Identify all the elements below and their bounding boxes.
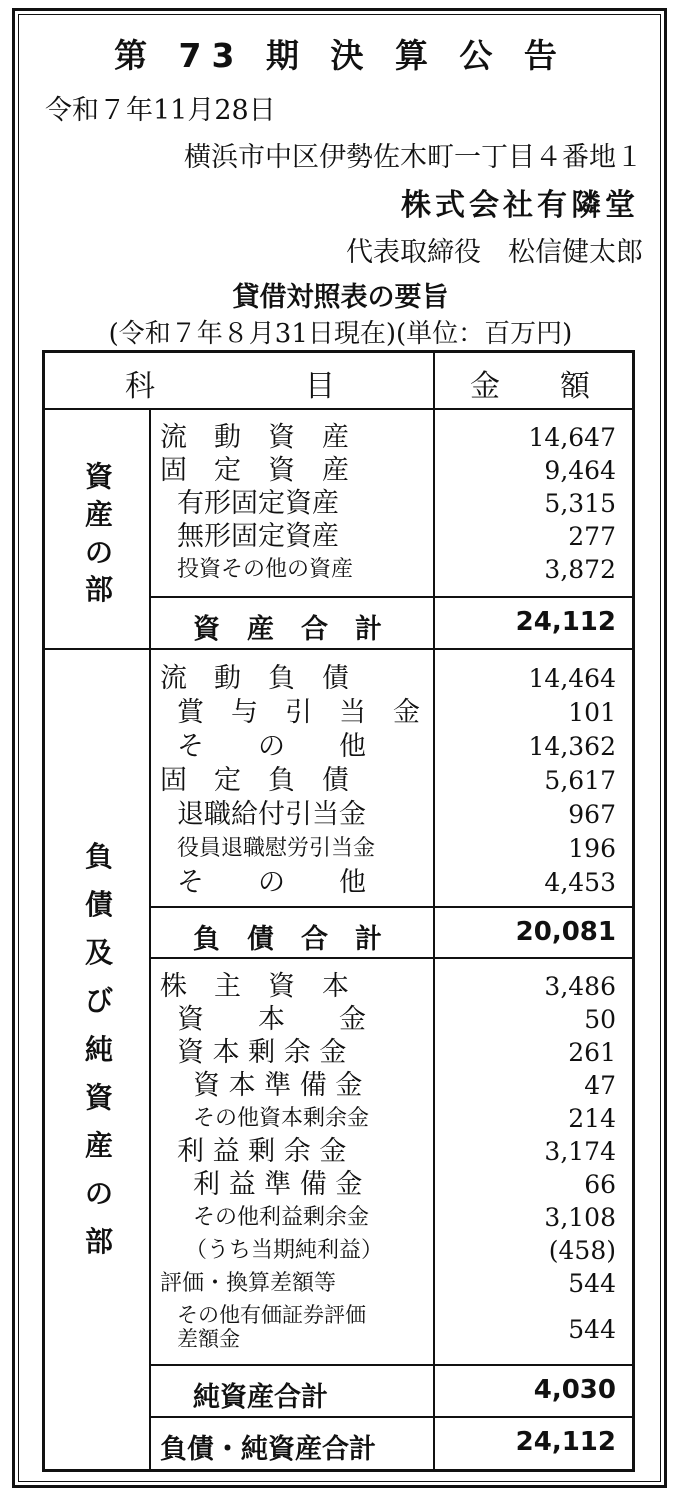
grand-total-divider [149,1416,632,1418]
row-value: 261 [568,1038,616,1067]
representative: 代表取締役 松信健太郎 [346,237,643,268]
row-value: 544 [568,1315,616,1344]
row-label: 資 本 金 [177,1004,366,1035]
row-label: 無形固定資産 [177,521,339,552]
row-label: 利 益 準 備 金 [193,1169,363,1200]
assets-section-divider [45,648,632,650]
row-value: 101 [568,698,616,727]
notice-date: 令和７年11月28日 [45,95,276,126]
row-value: 50 [584,1005,616,1034]
header-amount: 金 額 [470,369,590,404]
row-value: 4,453 [544,868,616,897]
equity-total-label: 純資産合計 [193,1382,328,1413]
liab-total-bottom-divider [149,957,632,959]
row-label: 資 本 準 備 金 [193,1070,363,1101]
row-label: そ の 他 [177,731,366,762]
row-label: 投資その他の資産 [177,557,354,582]
row-label: 流 動 資 産 [160,422,349,453]
row-label: 株 主 資 本 [160,971,349,1002]
assets-section-label: 資 産 の 部 [84,460,113,607]
date-and-unit: (令和７年８月31日現在)(単位：百万円) [108,319,573,349]
balance-sheet-title: 貸借対照表の要旨 [232,282,449,313]
row-label: 利 益 剰 余 金 [177,1136,347,1167]
row-label: 固 定 負 債 [160,765,349,796]
row-value: 3,872 [544,555,616,584]
row-value: 196 [568,834,616,863]
assets-total-divider [149,596,632,598]
row-value: 66 [584,1170,616,1199]
row-value: 9,464 [544,456,616,485]
row-value: 214 [568,1104,616,1133]
row-label: 資 本 剰 余 金 [177,1037,347,1068]
equity-total-divider [149,1364,632,1366]
company-name: 株式会社有隣堂 [401,188,639,223]
equity-total-value: 4,030 [533,1375,616,1405]
grand-total-label: 負債・純資産合計 [160,1434,376,1465]
row-value: 3,174 [544,1137,616,1166]
row-value: 3,486 [544,972,616,1001]
notice-title: 第 73 期 決 算 公 告 [114,36,567,75]
balance-sheet-table [42,350,635,1472]
row-value: 14,647 [528,423,616,452]
row-label: 賞 与 引 当 金 [177,697,420,728]
row-value: 544 [568,1269,616,1298]
row-label: 流 動 負 債 [160,663,349,694]
row-label: その他利益剰余金 [193,1205,370,1230]
row-label: 役員退職慰労引当金 [177,836,376,861]
row-value: 3,108 [544,1203,616,1232]
liabilities-total-value: 20,081 [515,917,616,947]
row-value: 14,362 [528,732,616,761]
row-value: 47 [584,1071,616,1100]
company-address: 横浜市中区伊勢佐木町一丁目４番地１ [184,142,643,173]
liab-total-top-divider [149,906,632,908]
row-value: 967 [568,800,616,829]
row-value: (458) [548,1236,616,1265]
row-label: 固 定 資 産 [160,455,349,486]
row-value: 277 [568,522,616,551]
assets-total-value: 24,112 [515,607,616,637]
row-label: 有形固定資産 [177,488,339,519]
row-label: 退職給付引当金 [177,799,366,830]
header-item: 科 目 [125,369,335,404]
grand-total-value: 24,112 [515,1427,616,1457]
row-label-continued: 差額金 [177,1327,240,1351]
row-label: 評価・換算差額等 [160,1271,337,1296]
assets-total-label: 資 産 合 計 [193,614,382,645]
row-label: その他資本剰余金 [193,1106,370,1131]
header-divider [45,408,632,410]
row-label: （うち当期純利益） [185,1238,384,1263]
liabilities-total-label: 負 債 合 計 [193,924,382,955]
row-value: 5,315 [544,489,616,518]
row-label: その他有価証券評価 [177,1303,366,1327]
liab-equity-section-label: 負 債 及 び 純 資 産 の 部 [84,840,113,1259]
row-value: 14,464 [528,664,616,693]
amount-column-divider [433,353,435,1469]
section-column-divider [149,410,151,1469]
row-value: 5,617 [544,766,616,795]
row-label: そ の 他 [177,867,366,898]
